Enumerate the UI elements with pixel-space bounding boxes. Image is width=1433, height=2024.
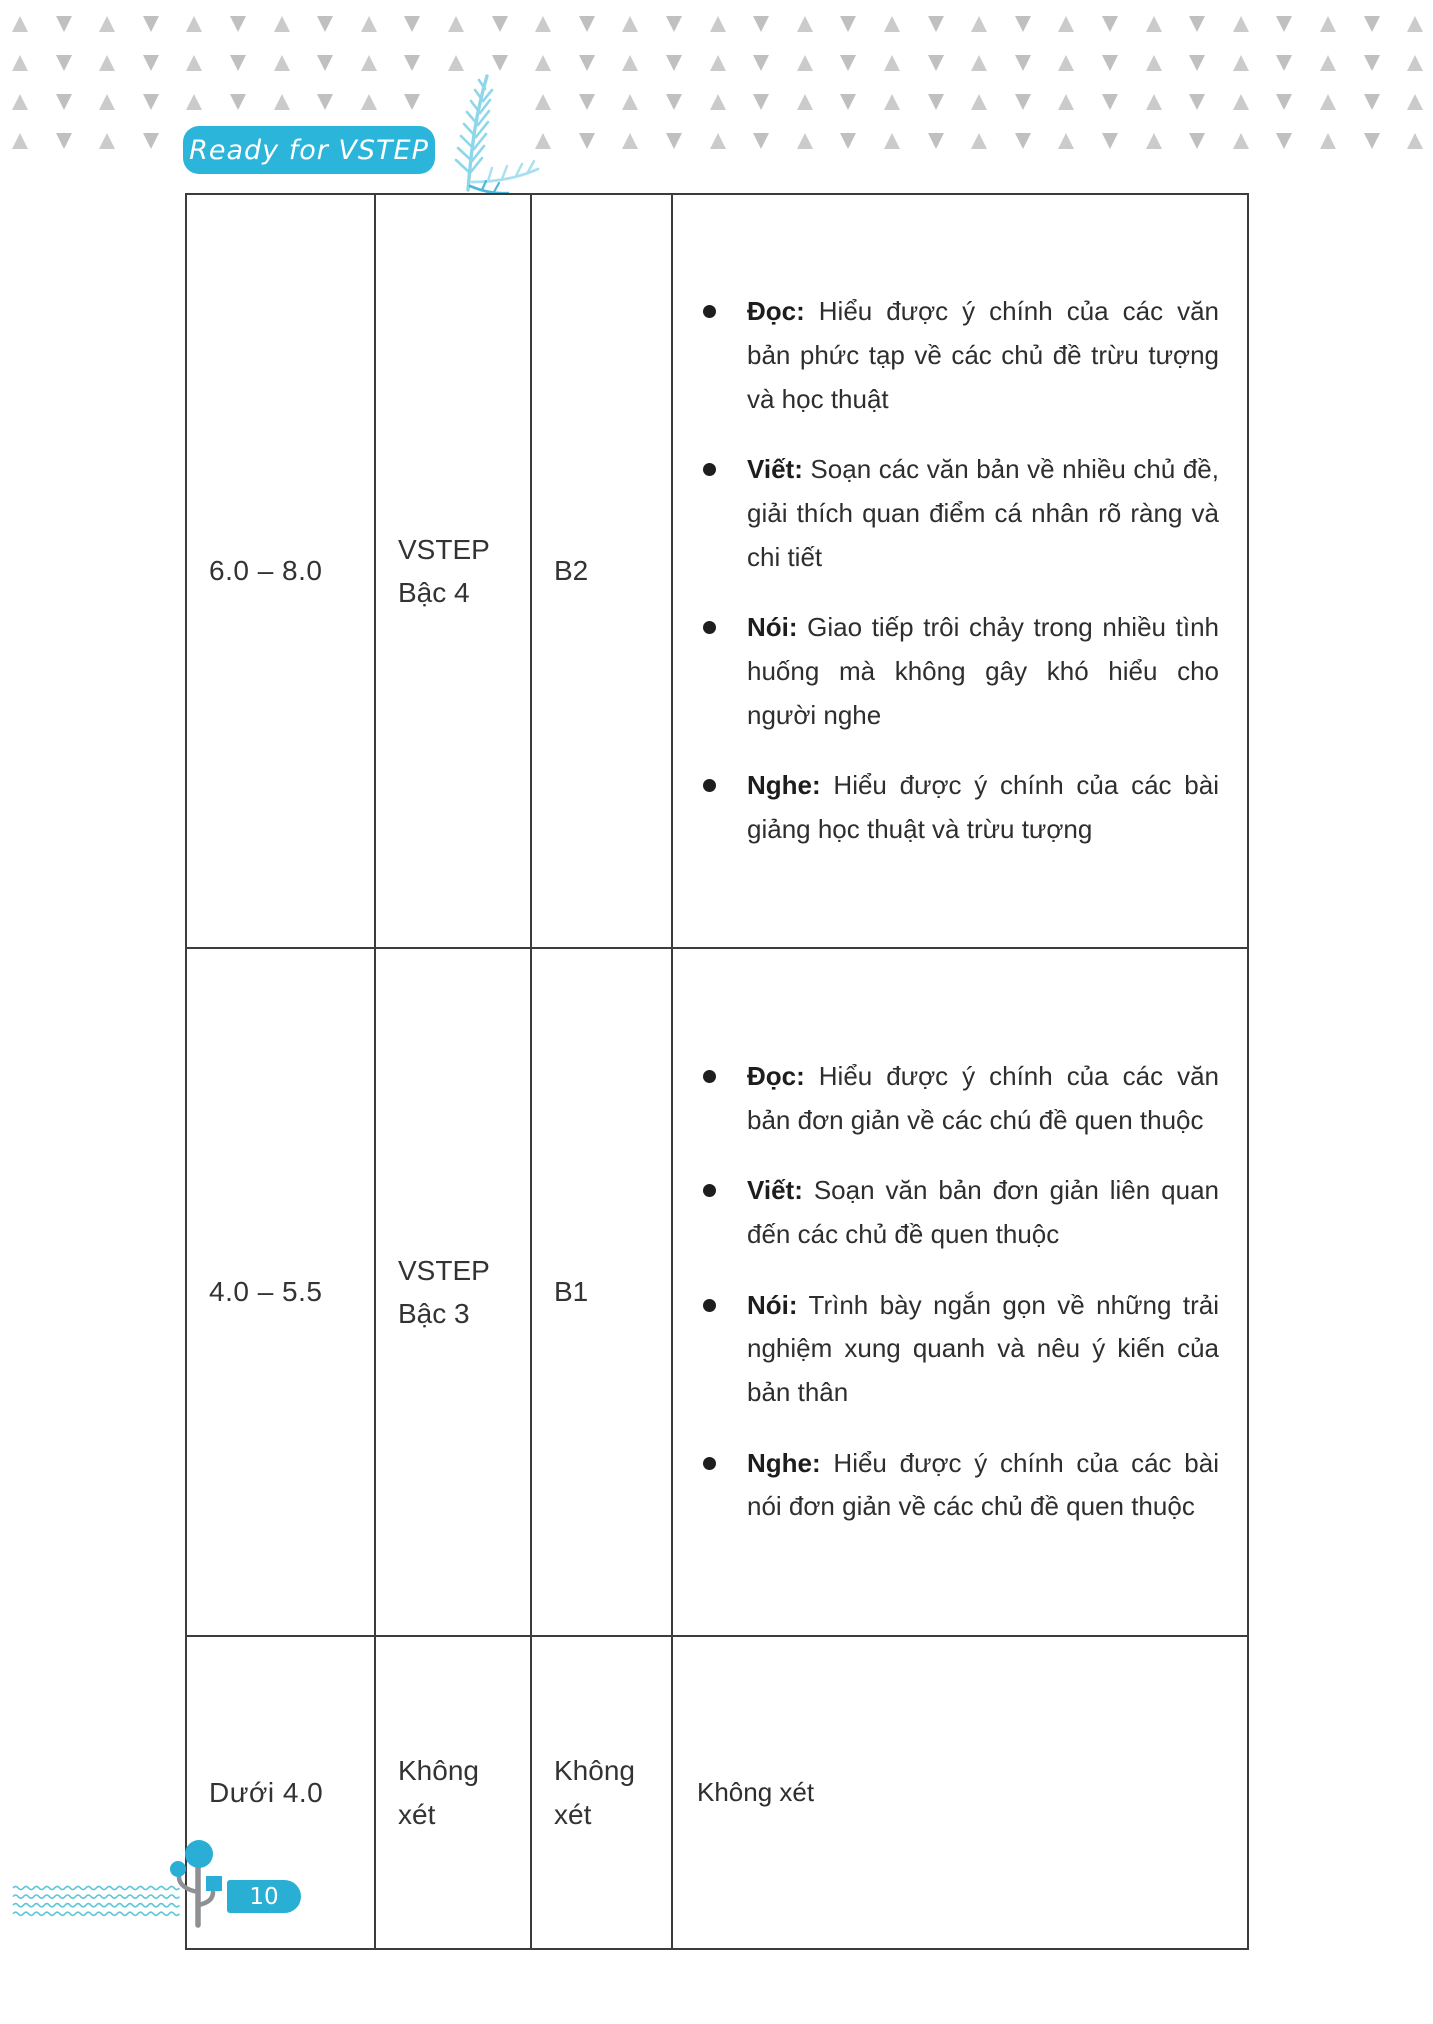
triangle-glyph (143, 55, 159, 71)
skill-label: Nghe: (747, 770, 821, 801)
triangle-glyph (1102, 94, 1118, 110)
triangle-glyph (448, 16, 464, 32)
triangle-glyph (579, 133, 595, 149)
triangle-glyph (99, 133, 115, 149)
triangle-glyph (1102, 55, 1118, 71)
triangle-glyph (99, 55, 115, 71)
skill-item: Nói: Trình bày ngắn gọn về những trải nghiệm xung quanh và nêu ý kiến của bản thân (697, 1284, 1219, 1415)
triangle-glyph (840, 16, 856, 32)
triangle-glyph (1189, 133, 1205, 149)
triangle-glyph (143, 94, 159, 110)
triangle-glyph (12, 94, 28, 110)
triangle-glyph (666, 55, 682, 71)
triangle-glyph (1015, 55, 1031, 71)
triangle-glyph (622, 16, 638, 32)
triangle-glyph (186, 94, 202, 110)
skill-label: Viết: (747, 1175, 803, 1206)
triangle-glyph (797, 133, 813, 149)
tree-icon (164, 1836, 238, 1928)
triangle-glyph (1276, 94, 1292, 110)
table-row (186, 1636, 1248, 1949)
triangle-glyph (1233, 94, 1249, 110)
score-value: 4.0 – 5.5 (209, 1276, 323, 1307)
page-number-badge (227, 1880, 301, 1913)
triangle-glyph (230, 16, 246, 32)
triangle-glyph (1276, 133, 1292, 149)
triangle-glyph (710, 55, 726, 71)
tree-foliage-small-circle (170, 1861, 186, 1877)
tree-foliage-circle (185, 1840, 213, 1868)
triangle-glyph (753, 55, 769, 71)
waves-decoration (12, 1884, 180, 1920)
triangle-glyph (1189, 55, 1205, 71)
page-number: 10 (249, 1883, 279, 1910)
score-cell (186, 194, 375, 948)
triangle-glyph (928, 55, 944, 71)
level-value: VSTEP Bậc 4 (398, 533, 490, 608)
wave-line (13, 1904, 179, 1907)
triangle-glyph (274, 94, 290, 110)
triangle-glyph (797, 55, 813, 71)
triangle-glyph (1233, 16, 1249, 32)
level-value: Không xét (398, 1755, 479, 1830)
triangle-glyph (1320, 55, 1336, 71)
score-value: Dưới 4.0 (209, 1776, 324, 1808)
table-row (186, 194, 1248, 948)
cefr-cell (531, 194, 672, 948)
triangle-glyph (1058, 16, 1074, 32)
triangle-glyph (622, 55, 638, 71)
triangle-glyph (971, 133, 987, 149)
score-cell (186, 948, 375, 1636)
triangle-glyph (1189, 16, 1205, 32)
triangle-glyph (361, 94, 377, 110)
triangle-glyph (1276, 55, 1292, 71)
triangle-glyph (1320, 133, 1336, 149)
triangle-glyph (1146, 133, 1162, 149)
triangle-glyph (753, 16, 769, 32)
triangle-glyph (971, 94, 987, 110)
triangle-glyph (12, 55, 28, 71)
triangle-glyph (928, 133, 944, 149)
triangle-glyph (622, 133, 638, 149)
triangle-glyph (1146, 55, 1162, 71)
cefr-cell (531, 1636, 672, 1949)
triangle-glyph (361, 55, 377, 71)
triangle-glyph (666, 16, 682, 32)
header-ribbon (183, 126, 435, 174)
triangle-glyph (666, 94, 682, 110)
triangle-glyph (404, 16, 420, 32)
triangle-glyph (99, 94, 115, 110)
triangle-glyph (230, 55, 246, 71)
triangle-glyph (1102, 16, 1118, 32)
description-cell (672, 1636, 1248, 1949)
triangle-glyph (884, 16, 900, 32)
triangle-glyph (317, 94, 333, 110)
triangle-glyph (622, 94, 638, 110)
level-value: VSTEP Bậc 3 (398, 1254, 490, 1329)
triangle-glyph (1058, 94, 1074, 110)
triangle-glyph (492, 16, 508, 32)
triangle-glyph (710, 133, 726, 149)
triangle-glyph (186, 16, 202, 32)
triangle-glyph (1146, 94, 1162, 110)
skill-label: Nghe: (747, 1447, 821, 1478)
triangle-glyph (884, 55, 900, 71)
skill-item: Viết: Soạn các văn bản về nhiều chủ đề, giải thích quan điểm cá nhân rõ ràng và chi tiết (697, 448, 1219, 579)
triangle-glyph (928, 94, 944, 110)
triangle-glyph (840, 94, 856, 110)
table-row (186, 948, 1248, 1636)
triangle-glyph (274, 16, 290, 32)
note-text: Không xét (697, 1776, 815, 1807)
triangle-glyph (884, 94, 900, 110)
triangle-glyph (56, 16, 72, 32)
tree-foliage-square (206, 1876, 222, 1891)
triangle-glyph (1146, 16, 1162, 32)
skill-label: Nói: (747, 612, 798, 643)
cefr-value: Không xét (554, 1755, 635, 1830)
skill-item: Đọc: Hiểu được ý chính của các văn bản phức tạp về các chủ đề trừu tượng và học thuật (697, 290, 1219, 421)
triangle-glyph (1233, 55, 1249, 71)
skill-item: Đọc: Hiểu được ý chính của các văn bản đơn giản về các chú đề quen thuộc (697, 1055, 1219, 1142)
wave-line (13, 1886, 179, 1889)
triangle-glyph (1407, 16, 1423, 32)
triangle-glyph (1364, 16, 1380, 32)
triangle-glyph (710, 94, 726, 110)
wave-line (13, 1912, 179, 1915)
triangle-glyph (1058, 133, 1074, 149)
triangle-glyph (56, 55, 72, 71)
triangle-glyph (1320, 94, 1336, 110)
score-value: 6.0 – 8.0 (209, 555, 323, 586)
triangle-glyph (971, 16, 987, 32)
level-cell (375, 948, 531, 1636)
triangle-glyph (797, 94, 813, 110)
skill-item: Nghe: Hiểu được ý chính của các bài nói đơn giản về các chủ đề quen thuộc (697, 1442, 1219, 1529)
triangle-glyph (840, 55, 856, 71)
cefr-value: B2 (554, 555, 589, 587)
triangle-glyph (666, 133, 682, 149)
triangle-glyph (753, 133, 769, 149)
triangle-glyph (1364, 94, 1380, 110)
triangle-glyph (56, 133, 72, 149)
triangle-glyph (710, 16, 726, 32)
triangle-glyph (317, 55, 333, 71)
description-cell (672, 948, 1248, 1636)
triangle-glyph (186, 55, 202, 71)
skills-list (697, 1055, 1219, 1529)
skill-item: Nghe: Hiểu được ý chính của các bài giảng học thuật và trừu tượng (697, 764, 1219, 851)
triangle-glyph (274, 55, 290, 71)
triangle-glyph (1407, 133, 1423, 149)
fern-decoration (412, 68, 552, 196)
triangle-glyph (143, 16, 159, 32)
triangle-glyph (1015, 133, 1031, 149)
triangle-glyph (12, 16, 28, 32)
triangle-glyph (1407, 55, 1423, 71)
skill-label: Đọc: (747, 296, 805, 327)
triangle-glyph (971, 55, 987, 71)
triangle-glyph (1364, 55, 1380, 71)
cefr-value: B1 (554, 1276, 589, 1308)
triangle-glyph (535, 16, 551, 32)
level-cell (375, 194, 531, 948)
triangle-glyph (1102, 133, 1118, 149)
triangle-glyph (840, 133, 856, 149)
triangle-glyph (361, 16, 377, 32)
triangle-glyph (1015, 16, 1031, 32)
skills-list (697, 290, 1219, 851)
skill-item: Nói: Giao tiếp trôi chảy trong nhiều tình huống mà không gây khó hiểu cho người nghe (697, 606, 1219, 737)
triangle-glyph (56, 94, 72, 110)
wave-line (13, 1895, 179, 1898)
triangle-glyph (884, 133, 900, 149)
triangle-glyph (317, 16, 333, 32)
triangle-glyph (99, 16, 115, 32)
triangle-glyph (1364, 133, 1380, 149)
description-cell (672, 194, 1248, 948)
skill-label: Viết: (747, 454, 803, 485)
triangle-glyph (12, 133, 28, 149)
triangle-glyph (1407, 94, 1423, 110)
level-cell (375, 1636, 531, 1949)
triangle-glyph (1015, 94, 1031, 110)
triangle-glyph (1189, 94, 1205, 110)
triangle-glyph (1276, 16, 1292, 32)
triangle-glyph (1058, 55, 1074, 71)
vstep-score-table (185, 193, 1249, 1950)
skill-label: Nói: (747, 1289, 798, 1320)
cefr-cell (531, 948, 672, 1636)
skill-item: Viết: Soạn văn bản đơn giản liên quan đến các chủ đề quen thuộc (697, 1169, 1219, 1256)
triangle-glyph (579, 94, 595, 110)
triangle-glyph (1233, 133, 1249, 149)
triangle-glyph (797, 16, 813, 32)
triangle-glyph (579, 55, 595, 71)
triangle-glyph (143, 133, 159, 149)
skill-label: Đọc: (747, 1060, 805, 1091)
triangle-glyph (928, 16, 944, 32)
triangle-glyph (230, 94, 246, 110)
header-ribbon-label: Ready for VSTEP (189, 134, 429, 166)
triangle-glyph (753, 94, 769, 110)
triangle-glyph (579, 16, 595, 32)
triangle-glyph (1320, 16, 1336, 32)
